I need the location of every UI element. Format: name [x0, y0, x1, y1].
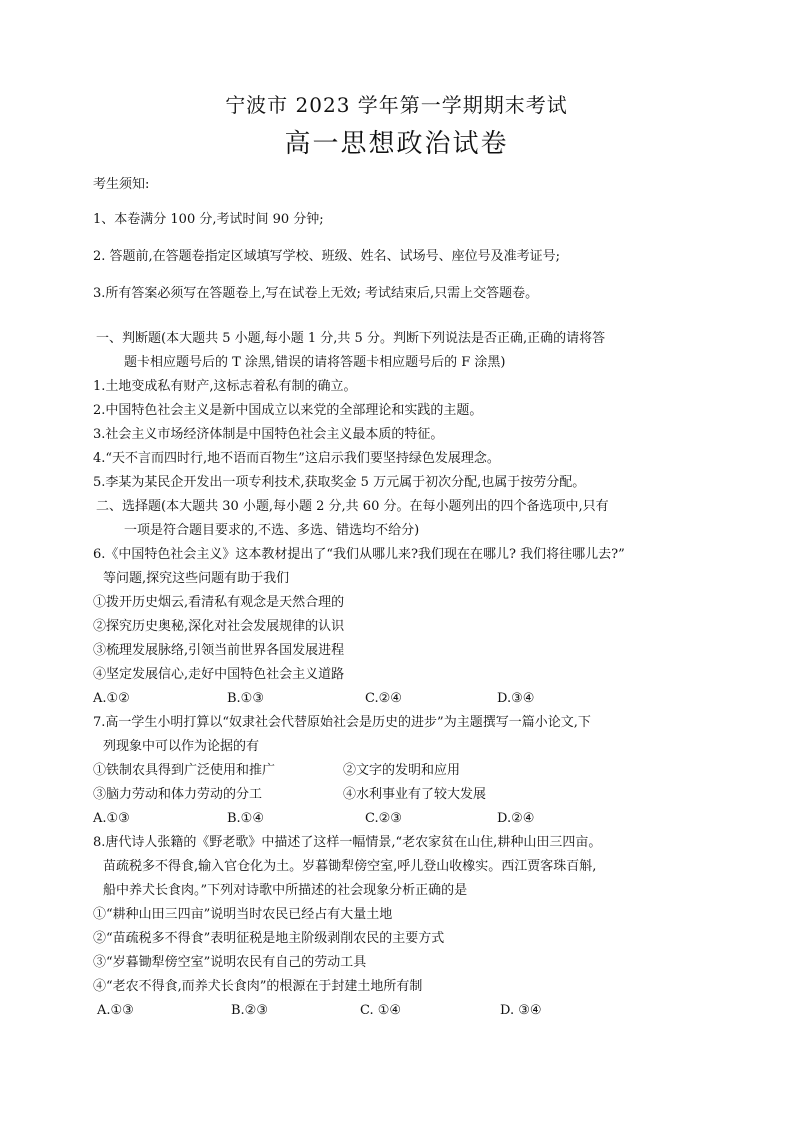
statement: ②文字的发明和应用	[343, 763, 461, 778]
question-stem-cont: 苗疏税多不得食,输入官仓化为土。岁暮锄犁傍空室,呼儿登山收橡实。西江贾客珠百斛,	[103, 859, 597, 874]
section1-heading-cont: 题卡相应题号后的 T 涂黑,错误的请将答题卡相应题号后的 F 涂黑)	[124, 355, 506, 370]
judgment-item: 5.李某为某民企开发出一项专利技术,获取奖金 5 万元属于初次分配,也属于按劳分配。	[93, 475, 586, 490]
statement: ③梳理发展脉络,引领当前世界各国发展进程	[93, 643, 345, 658]
question-stem-cont: 等问题,探究这些问题有助于我们	[103, 571, 290, 586]
statement: ②“苗疏税多不得食”表明征税是地主阶级剥削农民的主要方式	[93, 931, 445, 946]
notice-heading: 考生须知:	[93, 177, 150, 192]
notice-item: 3.所有答案必须写在答题卷上,写在试卷上无效; 考试结束后,只需上交答题卷。	[93, 286, 539, 301]
question-stem: 6.《中国特色社会主义》这本教材提出了“我们从哪儿来?我们现在在哪儿? 我们将往哪儿去?”	[93, 547, 625, 562]
judgment-item: 2.中国特色社会主义是新中国成立以来党的全部理论和实践的主题。	[93, 403, 483, 418]
statement: ③脑力劳动和体力劳动的分工	[93, 787, 263, 802]
statement: ③“岁暮锄犁傍空室”说明农民有自己的劳动工具	[93, 955, 367, 970]
question-stem: 8.唐代诗人张籍的《野老歌》中描述了这样一幅情景,“老农家贫在山住,耕种山田三四亩。	[93, 835, 602, 850]
question-stem-cont: 船中养犬长食肉。”下列对诗歌中所描述的社会现象分析正确的是	[103, 883, 468, 898]
option-b: B.②③	[231, 1003, 268, 1018]
statement: ①“耕种山田三四亩”说明当时农民已经占有大量土地	[93, 907, 393, 922]
option-a: A.①③	[93, 811, 130, 826]
statement: ④坚定发展信心,走好中国特色社会主义道路	[93, 667, 345, 682]
option-c: C.②③	[365, 811, 402, 826]
option-d: D. ③④	[500, 1003, 542, 1018]
option-d: D.②④	[497, 811, 535, 826]
notice-item: 1、本卷满分 100 分,考试时间 90 分钟;	[93, 212, 324, 227]
judgment-item: 3.社会主义市场经济体制是中国特色社会主义最本质的特征。	[93, 427, 444, 442]
option-a: A.①③	[97, 1003, 134, 1018]
statement: ①铁制农具得到广泛使用和推广	[93, 763, 276, 778]
option-d: D.③④	[497, 691, 535, 706]
statement: ②探究历史奥秘,深化对社会发展规律的认识	[93, 619, 345, 634]
option-b: B.①④	[227, 811, 264, 826]
statement: ①拨开历史烟云,看清私有观念是天然合理的	[93, 595, 345, 610]
section2-heading-cont: 一项是符合题目要求的,不选、多选、错选均不给分)	[124, 523, 420, 538]
option-c: C. ①④	[360, 1003, 402, 1018]
statement: ④水利事业有了较大发展	[343, 787, 487, 802]
option-a: A.①②	[93, 691, 130, 706]
statement: ④“老农不得食,而养犬长食肉”的根源在于封建土地所有制	[93, 979, 423, 994]
section1-heading: 一、判断题(本大题共 5 小题,每小题 1 分,共 5 分。判断下列说法是否正确,正确的请将答	[96, 331, 606, 346]
exam-title: 宁波市 2023 学年第一学期期末考试	[225, 93, 568, 117]
notice-item: 2. 答题前,在答题卷指定区域填写学校、班级、姓名、试场号、座位号及准考证号;	[93, 249, 561, 264]
exam-subtitle: 高一思想政治试卷	[284, 129, 509, 159]
judgment-item: 4.“天不言而四时行,地不语而百物生”这启示我们要坚持绿色发展理念。	[93, 451, 500, 466]
section2-heading: 二、选择题(本大题共 30 小题,每小题 2 分,共 60 分。在每小题列出的四个备选项中,只有	[96, 499, 609, 514]
question-stem-cont: 列现象中可以作为论据的有	[103, 739, 260, 754]
judgment-item: 1.土地变成私有财产,这标志着私有制的确立。	[93, 379, 357, 394]
option-b: B.①③	[227, 691, 264, 706]
question-stem: 7.高一学生小明打算以“奴隶社会代替原始社会是历史的进步”为主题撰写一篇小论文,下	[93, 715, 591, 730]
option-c: C.②④	[365, 691, 402, 706]
